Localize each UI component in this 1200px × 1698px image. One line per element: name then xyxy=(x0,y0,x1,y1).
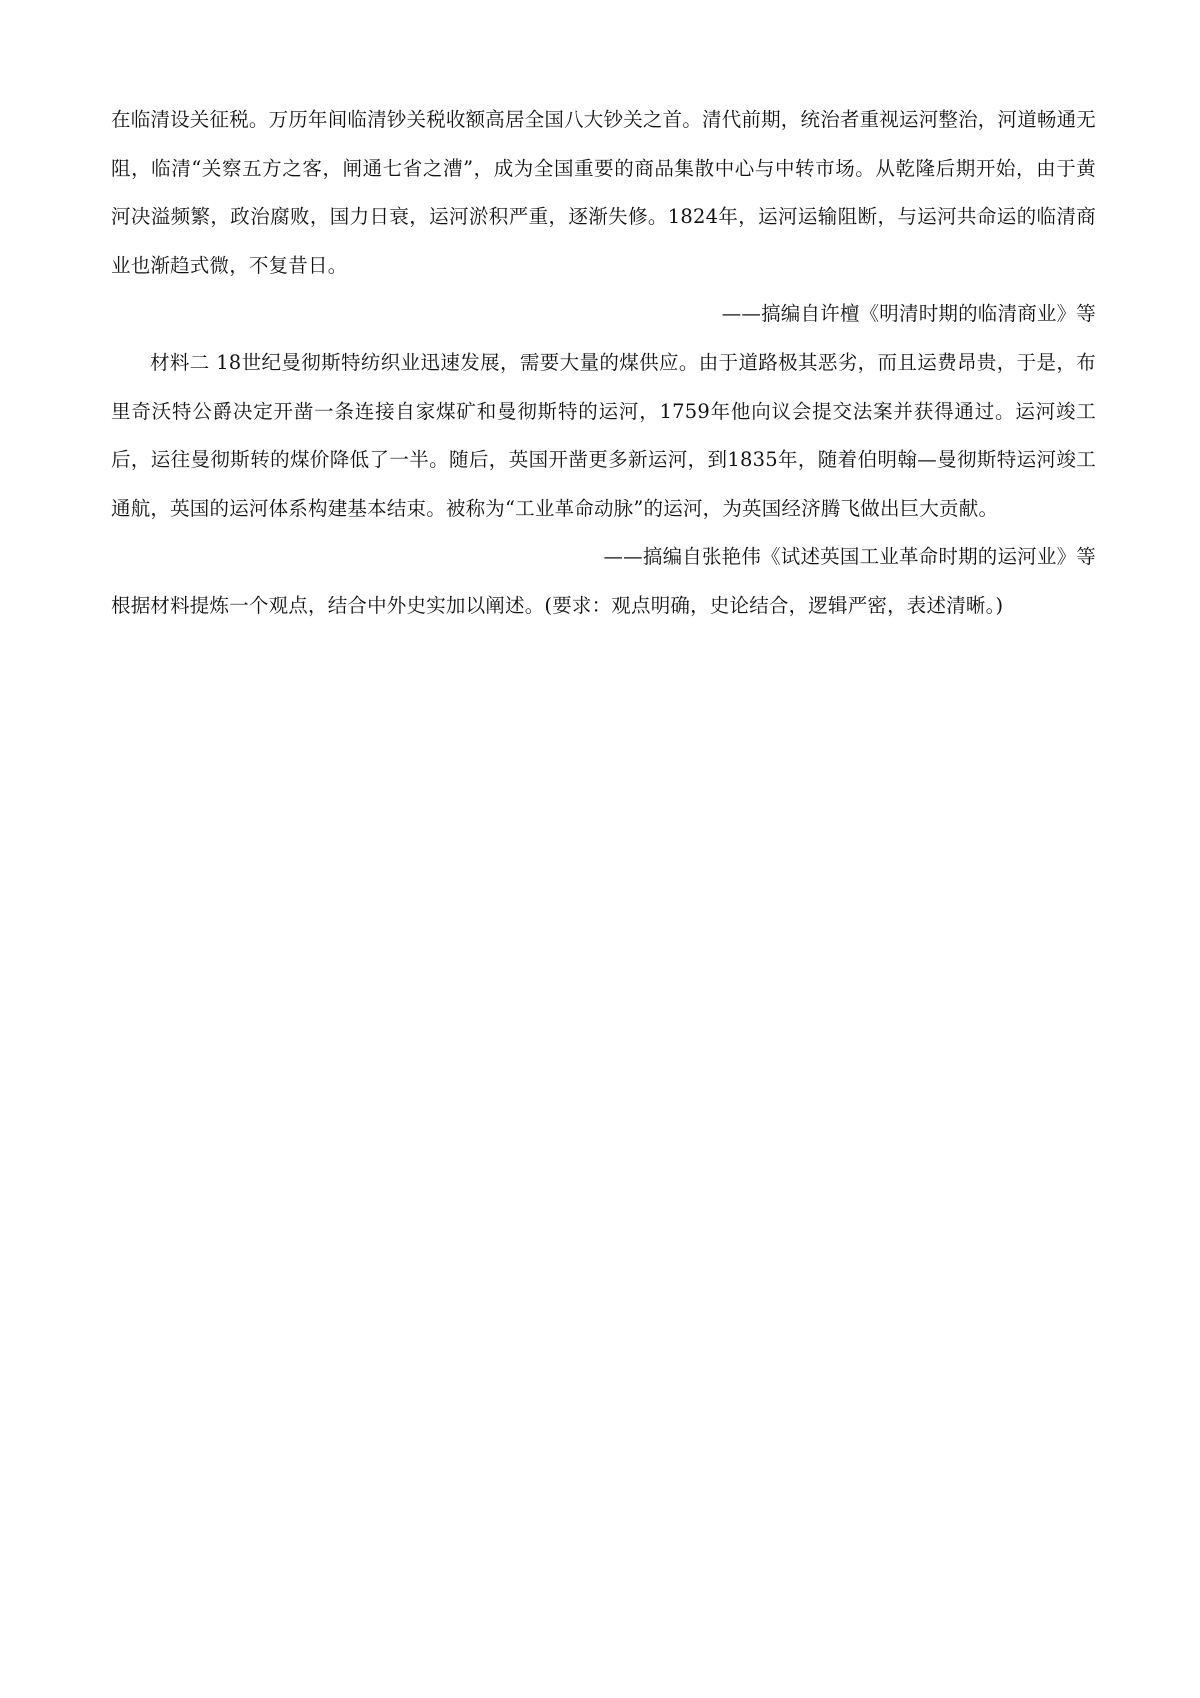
material-one-source: ——搞编自许檀《明清时期的临清商业》等 xyxy=(721,302,1096,326)
document-page xyxy=(111,96,1096,631)
question-prompt: 根据材料提炼一个观点，结合中外史实加以阐述。(要求：观点明确，史论结合，逻辑严密，表述清晰。) xyxy=(111,593,1004,617)
material-two-source: ——搞编自张艳伟《试述英国工业革命时期的运河业》等 xyxy=(603,545,1096,569)
material-one-paragraph: 在临清设关征税。万历年间临清钞关税收额高居全国八大钞关之首。清代前期，统治者重视运河整治，河道畅通无阻，临清“关察五方之客，闸通七省之漕”，成为全国重要的商品集散中心与中转市场。从乾隆后期开始，由于黄河决溢频繁，政治腐败，国力日衰，运河淤积严重，逐渐失修。1824年，运河运输阻断，与运河共命运的临清商业也渐趋式微，不复昔日。 xyxy=(111,108,1097,277)
material-two-paragraph: 材料二 18世纪曼彻斯特纺织业迅速发展，需要大量的煤供应。由于道路极其恶劣，而且运费昂贵，于是，布里奇沃特公爵决定开凿一条连接自家煤矿和曼彻斯特的运河，1759年他向议会提交法案并获得通过。运河竣工后，运往曼彻斯转的煤价降低了一半。随后，英国开凿更多新运河，到1835年，随着伯明翰—曼彻斯特运河竣工通航，英国的运河体系构建基本结束。被称为“工业革命动脉”的运河，为英国经济腾飞做出巨大贡献。 xyxy=(111,350,1096,520)
